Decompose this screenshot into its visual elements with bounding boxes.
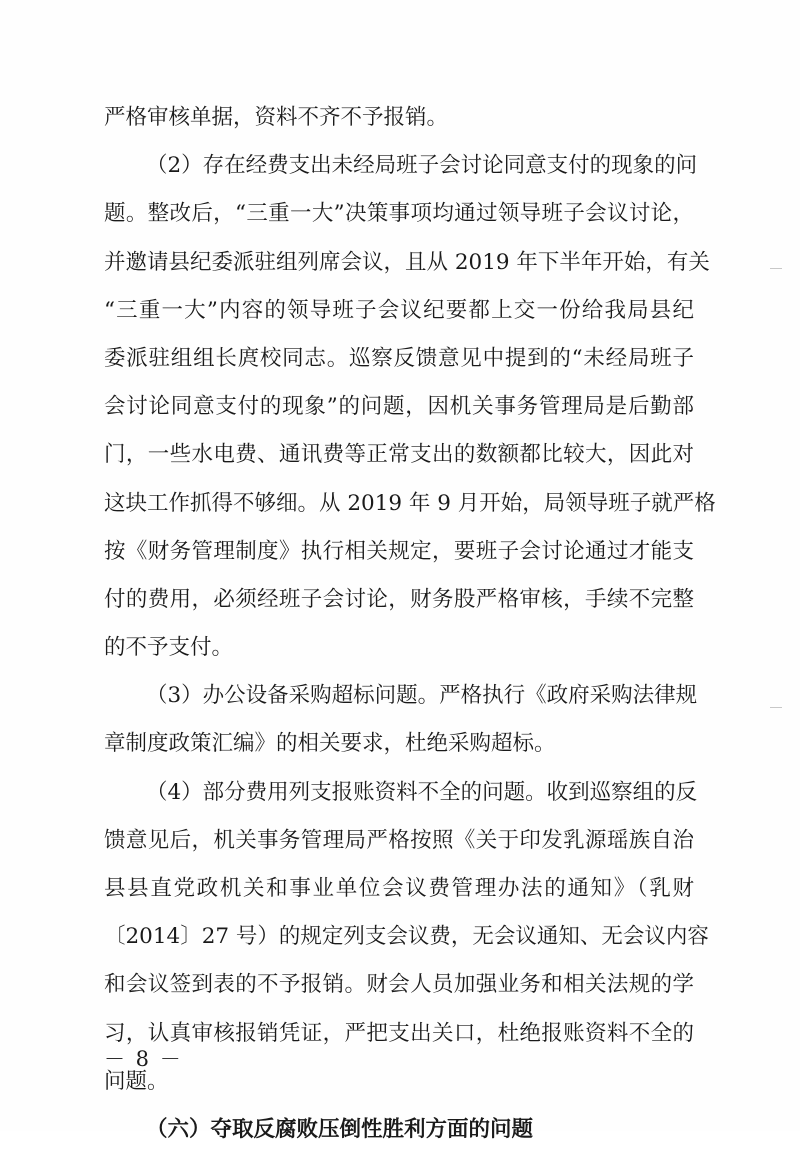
paragraph-line: 〔2014〕27 号）的规定列支会议费，无会议通知、无会议内容	[104, 924, 709, 950]
paragraph-line: “三重一大”内容的领导班子会议纪要都上交一份给我局县纪	[104, 297, 694, 323]
paragraph-line: （2）存在经费支出未经局班子会讨论同意支付的现象的问	[146, 153, 698, 179]
paragraph-line: 和会议签到表的不予报销。财会人员加强业务和相关法规的学	[104, 972, 694, 998]
paragraph-line: 会讨论同意支付的现象”的问题，因机关事务管理局是后勤部	[104, 394, 694, 420]
scan-edge-mark	[770, 707, 782, 708]
paragraph-line: （3）办公设备采购超标问题。严格执行《政府采购法律规	[146, 683, 698, 709]
paragraph-line: 这块工作抓得不够细。从 2019 年 9 月开始，局领导班子就严格	[104, 490, 716, 516]
scan-edge-mark	[770, 268, 782, 269]
paragraph-line: 章制度政策汇编》的相关要求，杜绝采购超标。	[104, 731, 556, 757]
page-number: － 8 －	[104, 1047, 183, 1071]
paragraph-line: 并邀请县纪委派驻组列席会议，且从 2019 年下半年开始，有关	[104, 249, 710, 275]
paragraph-line: 委派驻组组长庹校同志。巡察反馈意见中提到的“未经局班子	[104, 345, 694, 371]
paragraph-line: 付的费用，必须经班子会讨论，财务股严格审核，手续不完整	[104, 586, 694, 612]
paragraph-line: 门，一些水电费、通讯费等正常支出的数额都比较大，因此对	[104, 442, 694, 468]
paragraph-line: 问题。	[104, 1068, 169, 1094]
paragraph-line: （4）部分费用列支报账资料不全的问题。收到巡察组的反	[146, 779, 698, 805]
section-heading: （六）夺取反腐败压倒性胜利方面的问题	[146, 1116, 534, 1142]
document-body	[104, 97, 716, 1157]
paragraph-line: 题。整改后，“三重一大”决策事项均通过领导班子会议讨论，	[104, 201, 694, 227]
paragraph-line: 习，认真审核报销凭证，严把支出关口，杜绝报账资料不全的	[104, 1020, 694, 1046]
paragraph-line: 严格审核单据，资料不齐不予报销。	[104, 105, 449, 130]
paragraph-line: 馈意见后，机关事务管理局严格按照《关于印发乳源瑶族自治	[104, 827, 694, 853]
paragraph-line: 按《财务管理制度》执行相关规定，要班子会讨论通过才能支	[104, 538, 694, 564]
paragraph-line: 县县直党政机关和事业单位会议费管理办法的通知》（乳财	[104, 876, 694, 901]
paragraph-line: 的不予支付。	[104, 635, 234, 661]
